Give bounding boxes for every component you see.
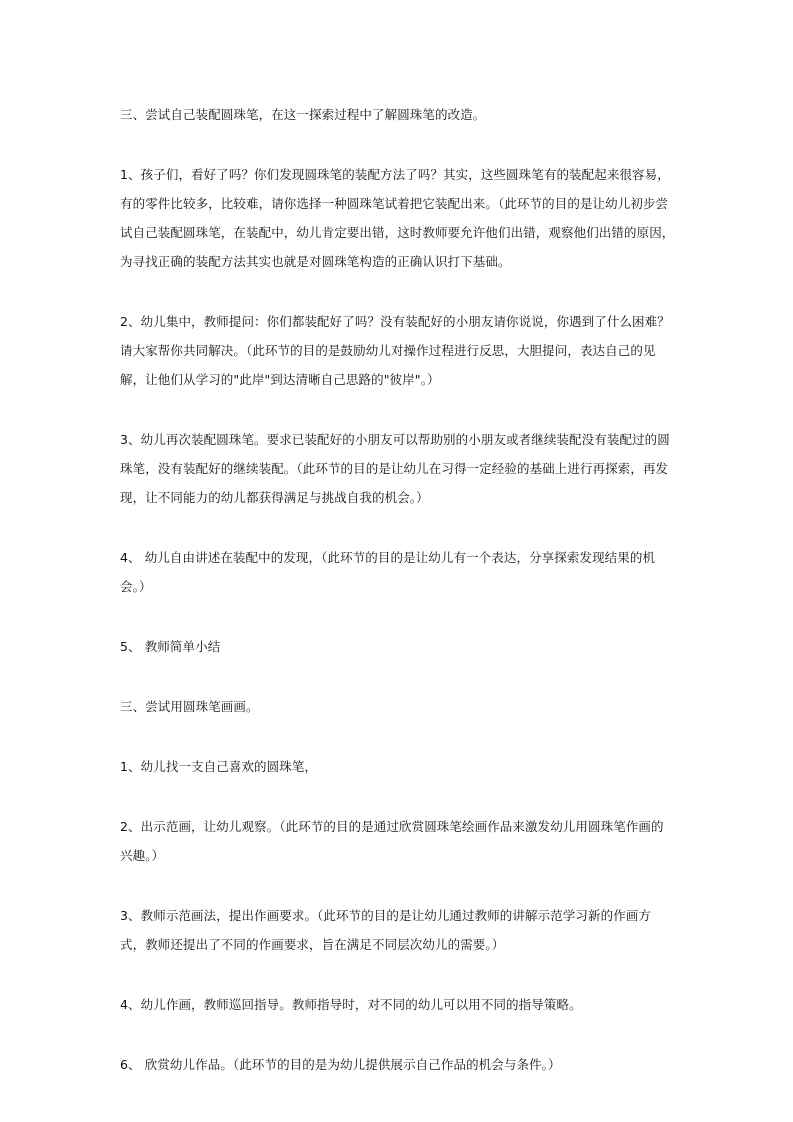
section-heading-drawing: 三、尝试用圆珠笔画画。 <box>120 699 259 714</box>
paragraph-drawing-2: 2、出示范画，让幼儿观察。（此环节的目的是通过欣赏圆珠笔绘画作品来激发幼儿用圆珠笔作画的兴趣。） <box>120 819 664 863</box>
paragraph-drawing-1: 1、幼儿找一支自己喜欢的圆珠笔， <box>120 759 318 774</box>
document-body <box>120 100 676 1110</box>
paragraph-drawing-4: 4、幼儿作画，教师巡回指导。教师指导时，对不同的幼儿可以用不同的指导策略。 <box>120 997 582 1012</box>
paragraph-drawing-6: 6、 欣赏幼儿作品。（此环节的目的是为幼儿提供展示自己作品的机会与条件。） <box>120 1057 561 1072</box>
section-heading-assemble: 三、尝试自己装配圆珠笔，在这一探索过程中了解圆珠笔的改造。 <box>120 107 486 122</box>
paragraph-drawing-3: 3、教师示范画法，提出作画要求。（此环节的目的是让幼儿通过教师的讲解示范学习新的作画方式，教师还提出了不同的作画要求，旨在满足不同层次幼儿的需要。） <box>120 908 652 952</box>
paragraph-step-4: 4、 幼儿自由讲述在装配中的发现，（此环节的目的是让幼儿有一个表达，分享探索发现结果的机会。） <box>120 550 656 594</box>
paragraph-step-1: 1、孩子们，看好了吗？你们发现圆珠笔的装配方法了吗？其实，这些圆珠笔有的装配起来很容易，有的零件比较多，比较难，请你选择一种圆珠笔试着把它装配出来。（此环节的目的是让幼儿初步尝试自己装配圆珠笔，在装配中，幼儿肯定要出错，这时教师要允许他们出错，观察他们出错的原因，为寻找正确的装配方法其实也就是对圆珠笔构造的正确认识打下基础。 <box>120 167 675 269</box>
paragraph-step-3: 3、幼儿再次装配圆珠笔。要求已装配好的小朋友可以帮助别的小朋友或者继续装配没有装配过的圆珠笔，没有装配好的继续装配。（此环节的目的是让幼儿在习得一定经验的基础上进行再探索，再发现，让不同能力的幼儿都获得满足与挑战自我的机会。） <box>120 432 670 505</box>
paragraph-step-5: 5、 教师简单小结 <box>120 639 221 654</box>
paragraph-step-2: 2、幼儿集中，教师提问：你们都装配好了吗？没有装配好的小朋友请你说说，你遇到了什么困难？请大家帮你共同解决。（此环节的目的是鼓励幼儿对操作过程进行反思，大胆提问，表达自己的见解，让他们从学习的"此岸"到达清晰自己思路的"彼岸"。） <box>120 314 670 387</box>
